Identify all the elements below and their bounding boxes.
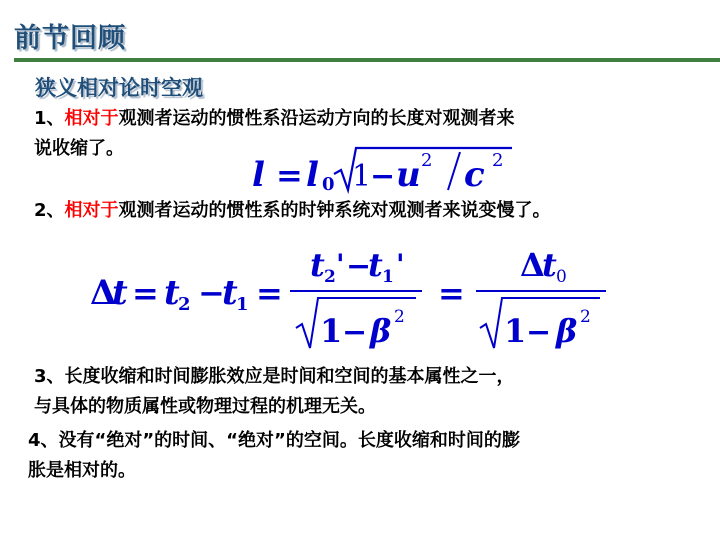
item-1-text: 观测者运动的惯性系沿运动方向的长度对观测者来 xyxy=(118,108,515,129)
item-3 xyxy=(34,362,515,422)
den2-beta: β xyxy=(556,312,578,350)
item-1-number: 1、 xyxy=(34,108,65,129)
den1-beta: β xyxy=(370,312,392,350)
num-delta: Δ xyxy=(520,246,545,284)
item-2-highlight: 相对于 xyxy=(64,200,119,221)
formula-u: u xyxy=(396,155,421,194)
item-2 xyxy=(34,196,551,226)
formula-u-exponent: 2 xyxy=(421,150,433,171)
slash xyxy=(448,152,460,190)
den1-one: 1 xyxy=(320,312,343,350)
slide-subtitle: 狭义相对论时空观 xyxy=(35,76,203,100)
item-4 xyxy=(28,426,520,486)
num-t2: t xyxy=(310,246,325,284)
formula-c-exponent: 2 xyxy=(492,150,504,171)
t2-symbol: t xyxy=(164,273,180,313)
formula-c: c xyxy=(464,155,485,194)
formula-l0: l xyxy=(306,155,319,194)
den2-exponent: 2 xyxy=(580,307,591,327)
formula-minus: − xyxy=(370,159,396,194)
slide-title: 前节回顾 xyxy=(14,23,126,54)
t2-subscript: 2 xyxy=(178,294,191,315)
item-2-text: 观测者运动的惯性系的时钟系统对观测者来说变慢了。 xyxy=(118,200,551,221)
num-minus: − xyxy=(346,249,372,284)
den1-exponent: 2 xyxy=(394,307,405,327)
item-3-line-1: 3、长度收缩和时间膨胀效应是时间和空间的基本属性之一， xyxy=(34,366,515,387)
den2-minus: − xyxy=(526,315,552,350)
equals-2: = xyxy=(256,274,283,312)
length-contraction-formula xyxy=(246,144,526,194)
t1-subscript: 1 xyxy=(236,294,249,315)
item-1-line-1 xyxy=(34,104,515,134)
num-t1-prime: ' xyxy=(396,248,405,281)
formula-equals: = xyxy=(276,156,303,194)
delta-sign: Δ xyxy=(90,273,117,313)
den2-one: 1 xyxy=(504,312,527,350)
num-t1: t xyxy=(368,246,383,284)
minus-1: − xyxy=(198,274,225,312)
item-1-line-2: 说收缩了。 xyxy=(34,138,124,159)
den1-minus: − xyxy=(342,315,368,350)
num-t2-prime: ' xyxy=(336,248,345,281)
num-t2-subscript: 2 xyxy=(324,267,336,287)
item-2-number: 2、 xyxy=(34,200,65,221)
item-4-line-2: 胀是相对的。 xyxy=(28,460,136,481)
num-t1-subscript: 1 xyxy=(382,267,394,287)
item-4-line-1: 4、没有“绝对”的时间、“绝对”的空间。长度收缩和时间的膨 xyxy=(28,430,520,451)
formula-l0-subscript: 0 xyxy=(322,174,335,194)
formula-l: l xyxy=(252,155,265,194)
item-2-line-1 xyxy=(34,196,551,226)
num-t0-subscript: 0 xyxy=(556,267,567,287)
formula-one: 1 xyxy=(352,159,372,194)
t1-symbol: t xyxy=(222,273,238,313)
t-symbol: t xyxy=(112,273,128,313)
time-dilation-formula xyxy=(84,238,624,356)
item-3-line-2: 与具体的物质属性或物理过程的机理无关。 xyxy=(34,396,376,417)
equals-3: = xyxy=(438,274,465,312)
item-1-highlight: 相对于 xyxy=(64,108,119,129)
title-divider xyxy=(14,58,720,62)
equals-1: = xyxy=(132,274,159,312)
num-t0: t xyxy=(542,246,557,284)
